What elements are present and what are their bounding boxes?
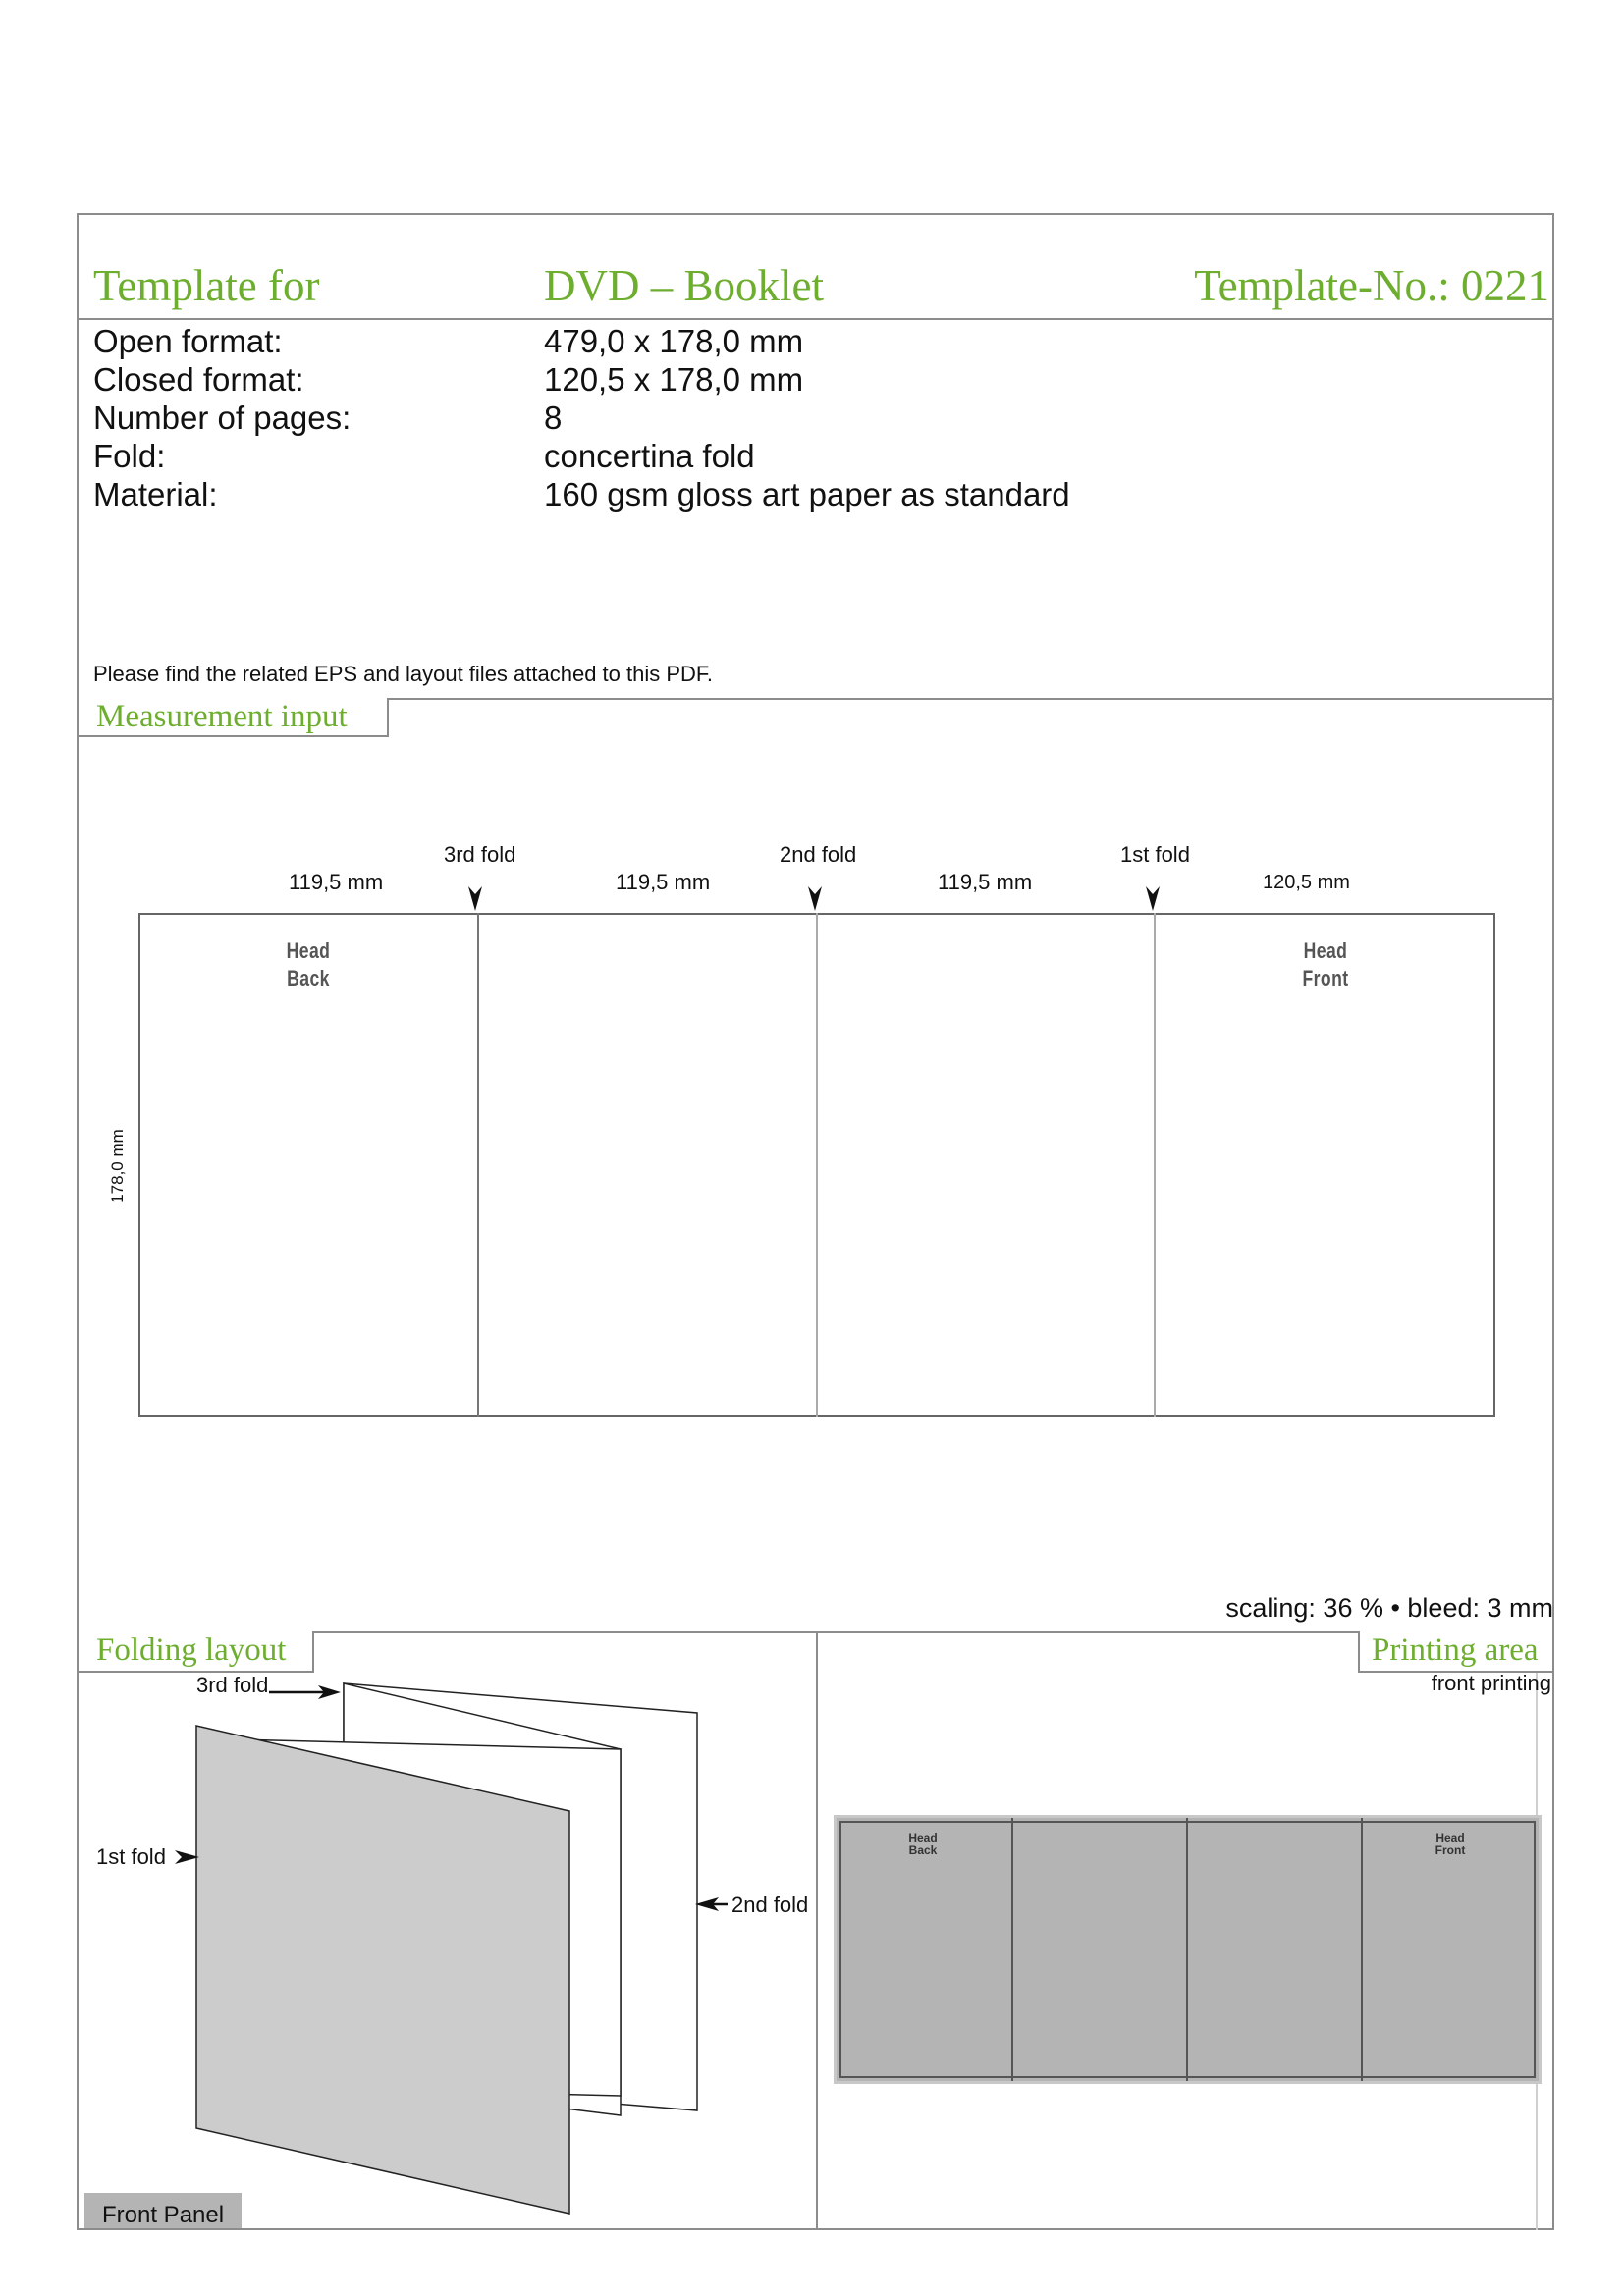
folding-arrow-1st-icon [175,1849,200,1865]
panel-head-back-label-2: Back [287,966,330,990]
fold-line-2nd [816,913,818,1417]
printing-subtitle: front printing [1431,1671,1551,1695]
fold-arrow-2nd-icon [807,886,823,912]
printing-head-back-label-2: Back [908,1843,938,1857]
template-number: Template-No.: 0221 [1194,261,1549,310]
spec-label-open-format: Open format: [93,323,283,359]
width-label-panel-2: 119,5 mm [616,870,711,894]
spec-value-pages: 8 [544,400,563,436]
fold-arrow-1st-icon [1145,886,1161,912]
spec-value-closed-format: 120,5 x 178,0 mm [544,361,804,398]
fold-line-3rd [477,913,479,1417]
fold-label-2nd: 2nd fold [780,842,857,867]
spec-value-fold: concertina fold [544,438,755,474]
fold-line-1st [1154,913,1156,1417]
spec-label-fold: Fold: [93,438,166,474]
front-panel-label: Front Panel [102,2202,225,2228]
scaling-bleed-info: scaling: 36 % • bleed: 3 mm [1225,1593,1553,1623]
fold-label-3rd: 3rd fold [444,842,516,867]
lower-middle-divider [816,1631,818,2230]
panel-head-back-label-1: Head [286,938,331,963]
product-title: DVD – Booklet [544,261,824,310]
printing-head-front-label-2: Front [1435,1843,1466,1857]
folding-arrow-3rd-icon [269,1684,342,1700]
concertina-fold-illustration [177,1669,727,2218]
folding-layout-tab: Folding layout [77,1631,314,1673]
template-for-label: Template for [93,261,320,310]
spec-label-closed-format: Closed format: [93,361,304,398]
attachment-note: Please find the related EPS and layout files attached to this PDF. [93,662,714,686]
width-label-panel-1: 119,5 mm [289,870,384,894]
fold-label-1st: 1st fold [1120,842,1190,867]
measurement-input-tab: Measurement input [77,698,389,737]
height-label: 178,0 mm [108,1129,127,1203]
printing-fold-line-1st [1361,1818,1363,2081]
folding-label-1st: 1st fold [96,1844,166,1869]
width-label-panel-4: 120,5 mm [1263,872,1350,893]
printing-fold-line-2nd [1186,1818,1188,2081]
width-label-panel-3: 119,5 mm [938,870,1033,894]
panel-head-front-label-2: Front [1302,966,1349,990]
printing-head-back-label-1: Head [908,1831,938,1844]
spec-value-material: 160 gsm gloss art paper as standard [544,476,1070,512]
printing-head-front-label-1: Head [1435,1831,1465,1844]
printing-fold-line-3rd [1011,1818,1013,2081]
spec-label-material: Material: [93,476,218,512]
header-divider [77,318,1554,320]
printing-area-tab: Printing area [1358,1631,1554,1673]
fold-arrow-3rd-icon [467,886,483,912]
folding-label-2nd: 2nd fold [731,1893,809,1917]
spec-label-pages: Number of pages: [93,400,352,436]
panel-head-front-label-1: Head [1303,938,1348,963]
spec-value-open-format: 479,0 x 178,0 mm [544,323,804,359]
folding-label-3rd: 3rd fold [196,1673,269,1697]
folding-arrow-2nd-icon [695,1896,729,1912]
